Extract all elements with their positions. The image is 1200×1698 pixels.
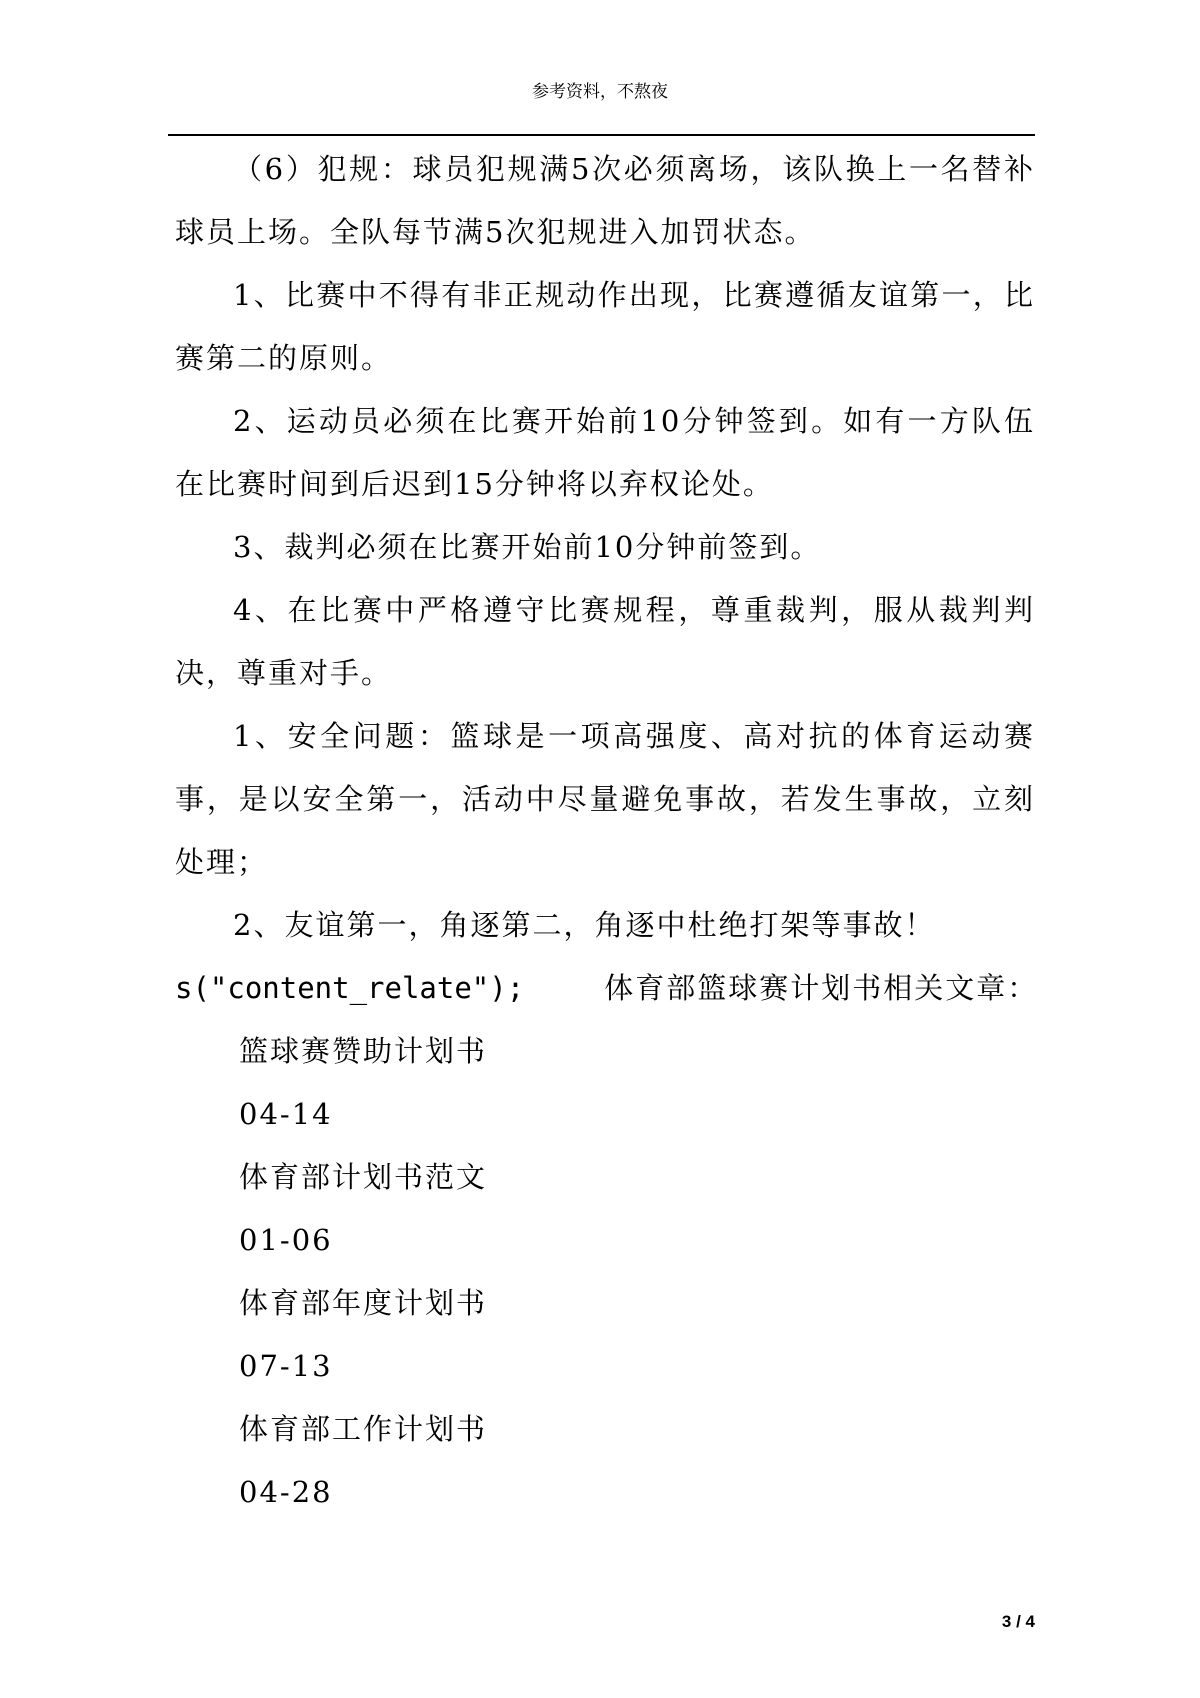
paragraph-foul-rule: （6）犯规：球员犯规满5次必须离场，该队换上一名替补球员上场。全队每节满5次犯规进入加罚状态。 (175, 152, 1035, 249)
document-body (175, 138, 1039, 1524)
related-article-date: 07-13 (239, 1349, 333, 1383)
related-article-link[interactable]: 体育部计划书范文 (239, 1160, 488, 1194)
related-article-link[interactable]: 体育部工作计划书 (239, 1412, 488, 1446)
related-article-link[interactable]: 体育部年度计划书 (239, 1286, 488, 1320)
paragraph-safety: 1、安全问题：篮球是一项高强度、高对抗的体育运动赛事，是以安全第一，活动中尽量避免事故，若发生事故，立刻处理； (175, 719, 1035, 879)
page-number: 3 / 4 (1001, 1612, 1035, 1631)
related-articles-heading-line (175, 957, 1039, 1020)
paragraph-rule-1: 1、比赛中不得有非正规动作出现，比赛遵循友谊第一，比赛第二的原则。 (175, 278, 1035, 375)
paragraph-rule-3: 3、裁判必须在比赛开始前10分钟前签到。 (233, 530, 822, 564)
script-residue-text: s("content_relate"); (175, 971, 525, 1005)
page-header: 参考资料，不熬夜 (532, 82, 668, 102)
related-article-date: 01-06 (239, 1223, 333, 1257)
related-article-date: 04-14 (239, 1097, 333, 1131)
related-articles-heading: 体育部篮球赛计划书相关文章： (604, 971, 1039, 1005)
paragraph-rule-4: 4、在比赛中严格遵守比赛规程，尊重裁判，服从裁判判决，尊重对手。 (175, 593, 1035, 690)
related-article-date: 04-28 (239, 1475, 333, 1509)
related-article-link[interactable]: 篮球赛赞助计划书 (239, 1034, 488, 1068)
paragraph-rule-2: 2、运动员必须在比赛开始前10分钟签到。如有一方队伍在比赛时间到后迟到15分钟将以弃权论处。 (175, 404, 1035, 501)
header-divider (168, 134, 1035, 136)
paragraph-friendship: 2、友谊第一，角逐第二，角逐中杜绝打架等事故！ (233, 908, 936, 942)
